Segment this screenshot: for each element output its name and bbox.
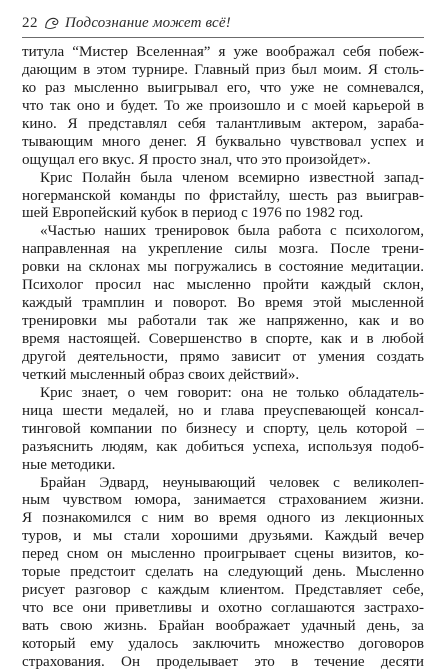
- text-line: другой деятельности, прямо зависит от умения создать: [22, 348, 424, 365]
- text-line: ные методики.: [22, 456, 116, 473]
- text-line: тывающим много денег. Я буквально чувствовал успех и: [22, 133, 424, 150]
- header-rule: [22, 37, 424, 38]
- text-line: разъяснить людям, как добиться успеха, используя подоб-: [22, 438, 424, 455]
- text-line: каждый трамплин и поворот. Во время этой мысленной: [22, 295, 424, 312]
- text-line: Я познакомился с ним во время одного из лекционных: [22, 510, 424, 527]
- paragraph: [22, 170, 424, 224]
- text-line: дающим в этом турнире. Главный приз был моим. Я столь-: [22, 61, 424, 78]
- text-line: тренировки мы работали так же напряженно, как и во: [22, 313, 424, 330]
- paragraph: [22, 44, 424, 170]
- text-line: Психолог просил нас мысленно пройти каждый склон,: [22, 277, 424, 294]
- text-line: торые предстоит сделать на следующий день. Мысленно: [22, 564, 424, 581]
- text-line: ница шести медалей, но и глава преуспевающей консал-: [22, 402, 424, 419]
- text-line: вать свою жизнь. Брайан воображает удачный день, за: [22, 618, 424, 634]
- paragraph: [22, 385, 424, 475]
- text-line: перед сном он мысленно проигрывает сцены визитов, ко-: [22, 546, 424, 563]
- text-line: кино. Я представлял себя талантливым актером, зараба-: [22, 115, 424, 132]
- text-line: что так оно и будет. То же произошло и с моей карьерой в: [22, 97, 424, 114]
- text-line: «Частью наших тренировок была работа с психологом,: [40, 223, 424, 240]
- paragraph: [22, 475, 424, 672]
- text-line: туров, и мы стали хорошими друзьями. Каждый вечер: [22, 528, 424, 545]
- text-line: ко раз мысленно выигрывал его, что уже не сомневался,: [22, 79, 424, 96]
- paragraph: [22, 223, 424, 384]
- text-line: ощущал его вкус. Я просто знал, что это произойдет».: [22, 151, 371, 168]
- body-text: [22, 44, 424, 672]
- text-line: страхования. Он проделывает это в течение десяти: [22, 653, 424, 670]
- text-line: шей Европейский кубок в период с 1976 по 1982 год.: [22, 205, 364, 222]
- text-line: титула “Мистер Вселенная” я уже воображал себя побеж-: [22, 44, 424, 60]
- text-line: четкий мысленный образ своих действий».: [22, 366, 300, 383]
- page-number: 22: [22, 14, 38, 31]
- text-line: который ему удалось заключить множество договоров: [22, 635, 424, 652]
- decorative-swirl-icon: [43, 14, 61, 32]
- text-line: Крис Полайн была членом всемирно известной запад-: [40, 169, 424, 186]
- text-line: что все они приветливы и охотно соглашаются застрахо-: [22, 600, 424, 617]
- text-line: ным чувством юмора, занимается страхованием жизни.: [22, 492, 424, 509]
- text-line: ногерманской команды по фристайлу, шесть раз выиграв-: [22, 187, 424, 204]
- text-line: рисует разговор с каждым клиентом. Представляет себе,: [22, 582, 424, 599]
- running-header-title: Подсознание может всё!: [65, 14, 231, 31]
- text-line: Крис знает, о чем говорит: она не только обладатель-: [40, 384, 424, 401]
- text-line: Брайан Эдвард, неунывающий человек с великолеп-: [40, 474, 424, 491]
- text-line: время настоящей. Совершенство в спорте, как и в любой: [22, 331, 424, 347]
- running-header: [22, 10, 424, 36]
- text-line: направленная на укрепление силы мозга. После трени-: [22, 241, 424, 258]
- text-line: тинговой компании по бизнесу и спорту, цель которой –: [22, 420, 424, 437]
- text-line: ровки на склонах мы погружались в состояние медитации.: [22, 259, 424, 276]
